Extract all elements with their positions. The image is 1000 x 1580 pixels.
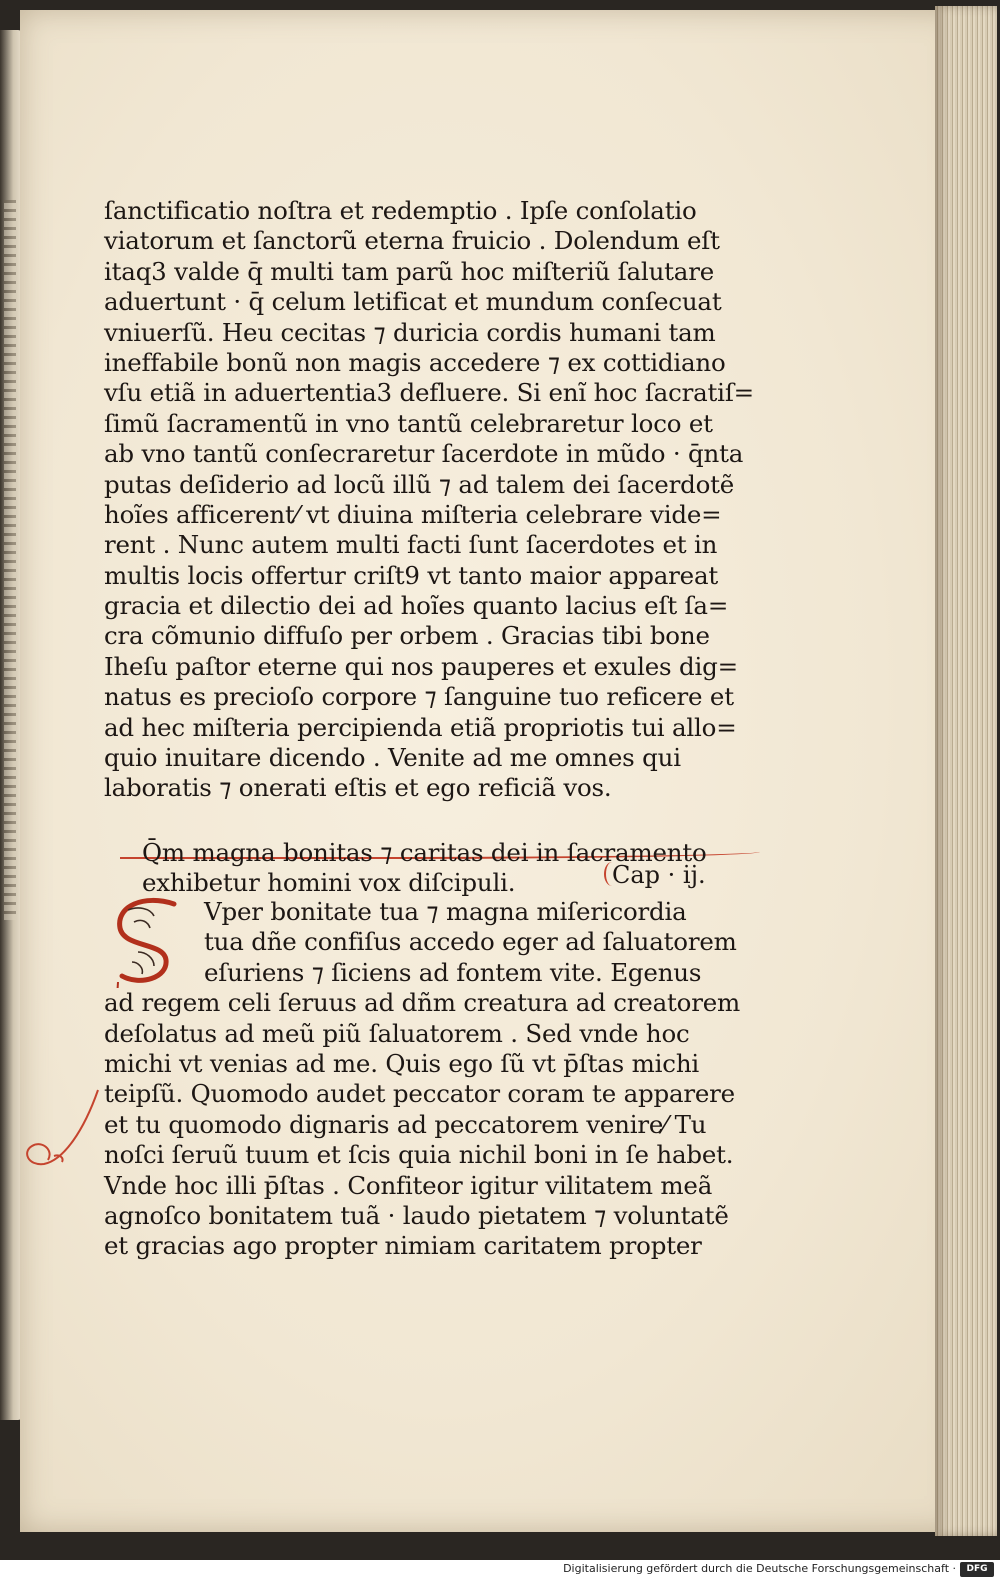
text-line: et tu quomodo dignaris ad peccatorem venire⁄ Tu <box>104 1109 707 1139</box>
text-line: ab vno tantũ conſecraretur ſacerdote in mũdo · q̄nta <box>104 439 744 469</box>
text-line: rent . Nunc autem multi facti ſunt ſacerdotes et in <box>104 530 718 560</box>
text-line: hoĩes afficerent⁄ vt diuina miſteria celebrare vide= <box>104 499 722 529</box>
footer-bar <box>0 1560 1000 1580</box>
text-line: eſuriens ⁊ ſiciens ad fontem vite. Egenus <box>204 957 702 987</box>
text-line: noſci ſeruũ tuum et ſcis quia nichil boni in ſe habet. <box>104 1140 734 1170</box>
text-line: Vper bonitate tua ⁊ magna miſericordia <box>204 897 687 926</box>
paragraph-1 <box>104 196 755 804</box>
text-line: multis locis offertur criſt9 vt tanto maior appareat <box>104 560 719 590</box>
text-line: Iheſu paſtor eterne qui nos pauperes et exules dig= <box>104 651 738 681</box>
text-line: ſanctificatio noſtra et redemptio . Ipſe conſolatio <box>104 196 697 225</box>
text-line: deſolatus ad meũ piũ ſaluatorem . Sed vnde hoc <box>104 1018 690 1048</box>
text-line: ad hec miſteria percipienda etiã propriotis tui allo= <box>104 712 737 742</box>
text-line: natus es precioſo corpore ⁊ ſanguine tuo reficere et <box>104 682 734 712</box>
chapter-number: Cap · ij. <box>612 861 706 889</box>
text-line: ſimũ ſacramentũ in vno tantũ celebraretur loco et <box>104 408 713 438</box>
text-line: ad regem celi ſeruus ad dñm creatura ad creatorem <box>104 988 741 1018</box>
text-line: cra cõmunio diffuſo per orbem . Gracias tibi bone <box>104 621 710 651</box>
text-line: Vnde hoc illi p̄ſtas . Confiteor igitur vilitatem meã <box>104 1170 713 1200</box>
text-line: tua dñe confiſus accedo eger ad ſaluatorem <box>204 927 737 957</box>
paragraph-2 <box>104 897 744 1262</box>
text-line: michi vt venias ad me. Quis ego ſũ vt p̄ſtas michi <box>104 1048 700 1078</box>
heading-line: exhibetur homini vox diſcipuli. <box>142 868 516 898</box>
text-line: et gracias ago propter nimiam caritatem propter <box>104 1231 702 1261</box>
dfg-logo: DFG <box>960 1562 994 1577</box>
text-line: gracia et dilectio dei ad hoĩes quanto lacius eſt ſa= <box>104 591 729 621</box>
text-line: laboratis ⁊ onerati eſtis et ego reficiã vos. <box>104 773 612 803</box>
page-fore-edge <box>935 6 997 1536</box>
text-line: teipſũ. Quomodo audet peccator coram te apparere <box>104 1079 735 1109</box>
text-line: putas deſiderio ad locũ illũ ⁊ ad talem dei ſacerdotẽ <box>104 469 735 499</box>
text-line: itaq3 valde q̄ multi tam parũ hoc miſteriũ ſalutare <box>104 256 715 286</box>
left-page-edge <box>0 30 22 1420</box>
funding-credit: Digitalisierung gefördert durch die Deutsche Forschungsgemeinschaft · <box>563 1562 956 1575</box>
margin-flourish <box>14 1080 104 1180</box>
text-line: vniuerſũ. Heu cecitas ⁊ duricia cordis humani tam <box>104 317 716 347</box>
text-line: agnoſco bonitatem tuã · laudo pietatem ⁊ voluntatẽ <box>104 1200 729 1230</box>
text-line: viatorum et ſanctorũ eterna fruicio . Dolendum eſt <box>104 226 720 256</box>
heading-line: Q̄m magna bonitas ⁊ caritas dei in ſacramento <box>142 838 707 867</box>
text-line: ineffabile bonũ non magis accedere ⁊ ex cottidiano <box>104 347 726 377</box>
text-line: vſu etiã in aduertentia3 defluere. Si enĩ hoc ſacratiſ= <box>104 378 755 408</box>
text-line: aduertunt · q̄ celum letificat et mundum conſecuat <box>104 287 722 317</box>
text-line: quio inuitare dicendo . Venite ad me omnes qui <box>104 743 681 773</box>
left-page-text-fragments <box>4 200 16 920</box>
